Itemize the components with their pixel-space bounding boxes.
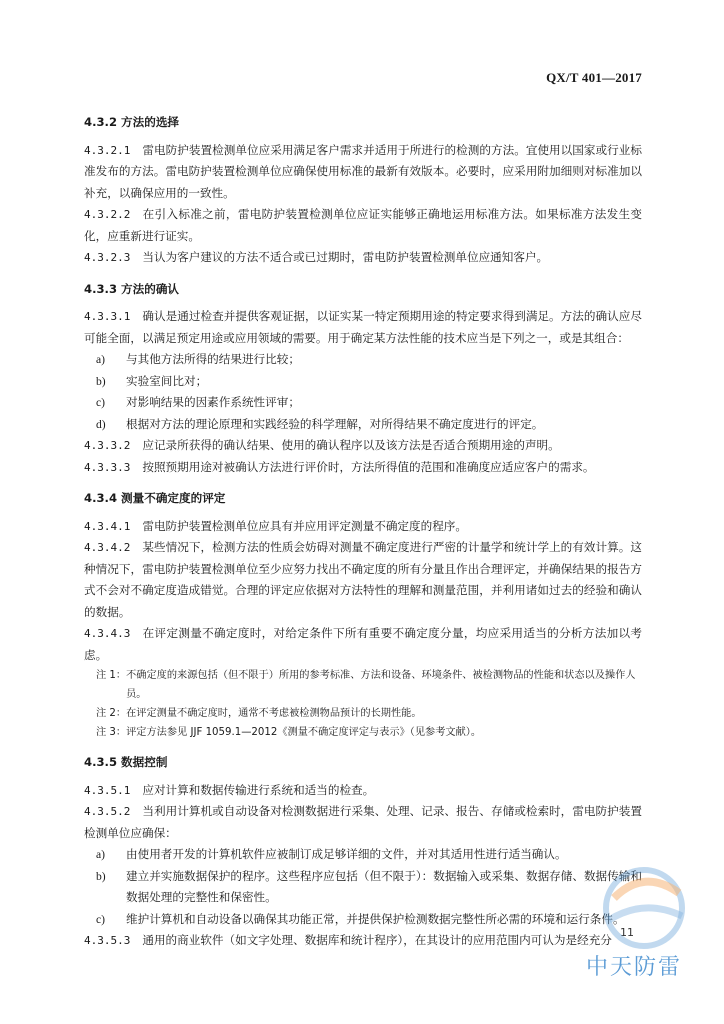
list-item xyxy=(84,349,642,371)
paragraph xyxy=(84,623,642,666)
paragraph xyxy=(84,537,642,623)
list-mark: d) xyxy=(96,417,106,431)
clause-number: 4.3.5.1 xyxy=(84,783,131,797)
list-text: 维护计算机和自动设备以确保其功能正常，并提供保护检测数据完整性所必需的环境和运行条件。 xyxy=(126,911,625,926)
clause-number: 4.3.5.3 xyxy=(84,934,131,947)
list-item xyxy=(84,392,642,414)
clause-text: 当认为客户建议的方法不适合或已过期时，雷电防护装置检测单位应通知客户。 xyxy=(142,250,549,264)
document-body xyxy=(84,112,642,952)
clause-text: 应对计算和数据传输进行系统和适当的检查。 xyxy=(142,782,375,797)
clause-text: 雷电防护装置检测单位应采用满足客户需求并适用于所进行的检测的方法。宜使用以国家或行业标准发布的方法。雷电防护装置检测单位应确保使用标准的最新有效版本。必要时，应采用附加细则对标准加以补充，以确保应用的一致性。 xyxy=(84,142,642,200)
note xyxy=(84,666,642,704)
note xyxy=(84,723,642,742)
clause-number: 4.3.4.1 xyxy=(84,519,131,533)
list-text: 由使用者开发的计算机软件应被制订成足够详细的文件，并对其适用性进行适当确认。 xyxy=(126,847,567,861)
paragraph xyxy=(84,780,642,802)
clause-number: 4.3.2.1 xyxy=(84,143,131,157)
list-item xyxy=(84,909,642,931)
list-mark: b) xyxy=(96,374,106,388)
list-text: 建立并实施数据保护的程序。这些程序应包括（但不限于）：数据输入或采集、数据存储、数据传输和数据处理的完整性和保密性。 xyxy=(126,868,642,904)
paragraph xyxy=(84,140,642,205)
clause-number: 4.3.2.3 xyxy=(84,251,131,264)
list-text: 对影响结果的因素作系统性评审； xyxy=(126,395,300,409)
list-text: 与其他方法所得的结果进行比较； xyxy=(126,352,300,366)
list-item xyxy=(84,844,642,866)
section-title: 4.3.4 测量不确定度的评定 xyxy=(84,491,226,505)
clause-text: 通用的商业软件（如文字处理、数据库和统计程序），在其设计的应用范围内可认为是经充分 xyxy=(142,933,612,947)
clause-number: 4.3.4.3 xyxy=(84,627,131,640)
paragraph xyxy=(84,247,642,269)
note-label: 注 1： xyxy=(96,670,127,681)
section-title: 4.3.3 方法的确认 xyxy=(84,281,180,296)
clause-text: 某些情况下，检测方法的性质会妨碍对测量不确定度进行严密的计量学和统计学上的有效计算。这种情况下，雷电防护装置检测单位至少应努力找出不确定度的所有分量且作出合理评定，并确保结果的报告方式不会对不确定度造成错觉。合理的评定应依据对方法特性的理解和测量范围，并利用诸如过去的经验和确认的数据。 xyxy=(84,540,642,619)
paragraph xyxy=(84,801,642,844)
list-mark: a) xyxy=(96,848,106,861)
paragraph xyxy=(84,204,642,247)
list-item xyxy=(84,371,642,393)
list-text: 实验室间比对； xyxy=(126,373,208,388)
list-mark: c) xyxy=(96,912,106,926)
doc-code: QX/T 401—2017 xyxy=(546,70,642,85)
note-label: 注 2： xyxy=(96,708,127,719)
list-mark: a) xyxy=(96,353,106,366)
clause-text: 按照预期用途对被确认方法进行评价时，方法所得值的范围和准确度应适应客户的需求。 xyxy=(142,459,595,474)
clause-number: 4.3.4.2 xyxy=(84,541,131,554)
watermark-text: 中天防雷 xyxy=(586,955,683,980)
clause-text: 雷电防护装置检测单位应具有并应用评定测量不确定度的程序。 xyxy=(142,518,467,533)
paragraph xyxy=(84,516,642,538)
note-text: 不确定度的来源包括（但不限于）所用的参考标准、方法和设备、环境条件、被检测物品的性能和状态以及操作人员。 xyxy=(126,670,636,700)
clause-text: 应记录所获得的确认结果、使用的确认程序以及该方法是否适合预期用途的声明。 xyxy=(142,438,560,452)
note-text: 在评定测量不确定度时，通常不考虑被检测物品预计的长期性能。 xyxy=(126,708,422,719)
list-item xyxy=(84,414,642,436)
paragraph xyxy=(84,306,642,349)
list-mark: b) xyxy=(96,869,106,883)
note-label: 注 3： xyxy=(96,727,127,738)
list-text: 根据对方法的理论原理和实践经验的科学理解，对所得结果不确定度进行的评定。 xyxy=(126,416,544,431)
page-number: 11 xyxy=(620,926,634,939)
clause-text: 在引入标准之前，雷电防护装置检测单位应证实能够正确地运用标准方法。如果标准方法发生变化，应重新进行证实。 xyxy=(84,207,642,243)
paragraph xyxy=(84,457,642,479)
list-mark: c) xyxy=(96,396,106,409)
clause-text: 当利用计算机或自动设备对检测数据进行采集、处理、记录、报告、存储或检索时，雷电防护装置检测单位应确保： xyxy=(84,804,642,840)
clause-text: 在评定测量不确定度时，对给定条件下所有重要不确定度分量，均应采用适当的分析方法加以考虑。 xyxy=(84,626,642,662)
clause-number: 4.3.2.2 xyxy=(84,208,131,221)
clause-number: 4.3.5.2 xyxy=(84,805,131,818)
section-title: 4.3.5 数据控制 xyxy=(84,755,168,769)
paragraph xyxy=(84,930,642,952)
clause-number: 4.3.3.1 xyxy=(84,310,131,323)
list-item xyxy=(84,866,642,909)
clause-number: 4.3.3.3 xyxy=(84,460,131,474)
clause-text: 确认是通过检查并提供客观证据，以证实某一特定预期用途的特定要求得到满足。方法的确认应尽可能全面，以满足预定用途或应用领域的需要。用于确定某方法性能的技术应当是下列之一，或是其组合： xyxy=(84,309,642,345)
section-title: 4.3.2 方法的选择 xyxy=(84,115,180,129)
paragraph xyxy=(84,435,642,457)
note xyxy=(84,704,642,723)
note-text: 评定方法参见 JJF 1059.1—2012《测量不确定度评定与表示》（见参考文献）。 xyxy=(126,727,482,738)
clause-number: 4.3.3.2 xyxy=(84,439,131,452)
